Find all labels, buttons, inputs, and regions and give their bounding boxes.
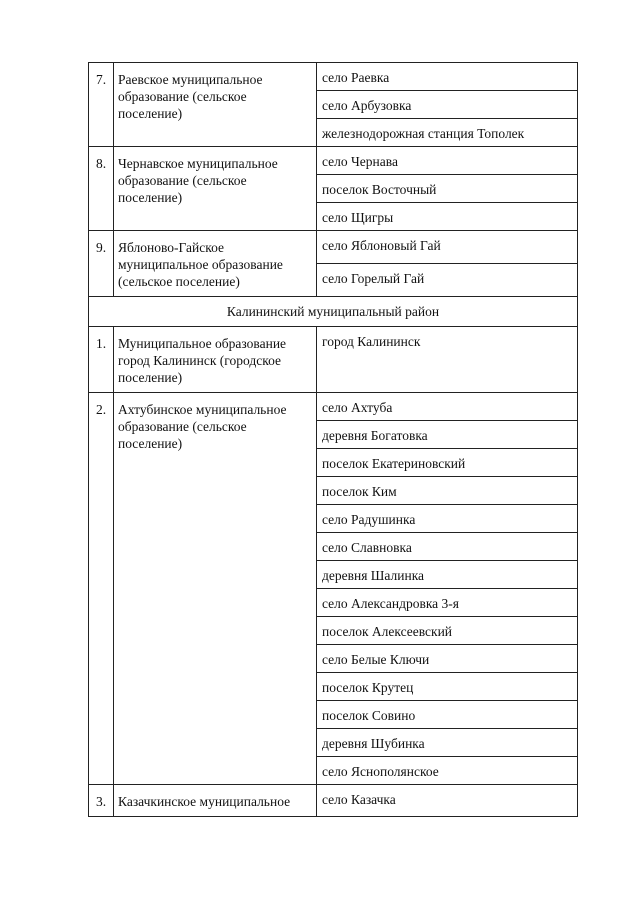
settlement-name: село Белые Ключи [317,645,578,673]
table-row [89,147,578,175]
section-row [89,297,578,327]
municipality-name: Яблоново-Гайское муниципальное образование (сельское поселение) [114,231,317,297]
settlement-name: поселок Совино [317,701,578,729]
table-row [89,63,578,91]
settlement-name: село Александровка 3-я [317,589,578,617]
settlement-name: железнодорожная станция Тополек [317,119,578,147]
municipality-name: Муниципальное образование город Калининск (городское поселение) [114,327,317,393]
settlement-name: поселок Восточный [317,175,578,203]
settlement-name: село Казачка [317,785,578,817]
municipality-name: Ахтубинское муниципальное образование (сельское поселение) [114,393,317,785]
settlement-name: деревня Шубинка [317,729,578,757]
settlement-name: деревня Шалинка [317,561,578,589]
settlement-name: поселок Крутец [317,673,578,701]
table-body [89,63,578,817]
table-row [89,327,578,393]
settlement-name: поселок Ким [317,477,578,505]
municipality-name: Чернавское муниципальное образование (сельское поселение) [114,147,317,231]
row-number: 7. [89,63,114,147]
section-title: Калининский муниципальный район [89,297,578,327]
table-row [89,785,578,817]
municipality-name: Раевское муниципальное образование (сельское поселение) [114,63,317,147]
settlement-name: село Радушинка [317,505,578,533]
settlement-name: село Щигры [317,203,578,231]
row-number: 8. [89,147,114,231]
settlement-name: село Чернава [317,147,578,175]
settlement-name: село Арбузовка [317,91,578,119]
row-number: 3. [89,785,114,817]
settlement-name: село Яснополянское [317,757,578,785]
table-row [89,231,578,264]
row-number: 2. [89,393,114,785]
settlement-name: поселок Екатериновский [317,449,578,477]
settlement-name: село Горелый Гай [317,264,578,297]
settlement-name: село Яблоновый Гай [317,231,578,264]
row-number: 1. [89,327,114,393]
municipality-name: Казачкинское муниципальное [114,785,317,817]
settlement-name: село Раевка [317,63,578,91]
row-number: 9. [89,231,114,297]
settlement-name: город Калининск [317,327,578,393]
settlement-name: поселок Алексеевский [317,617,578,645]
settlement-name: деревня Богатовка [317,421,578,449]
table-row [89,393,578,421]
settlement-name: село Ахтуба [317,393,578,421]
settlement-name: село Славновка [317,533,578,561]
settlements-table [88,62,578,817]
